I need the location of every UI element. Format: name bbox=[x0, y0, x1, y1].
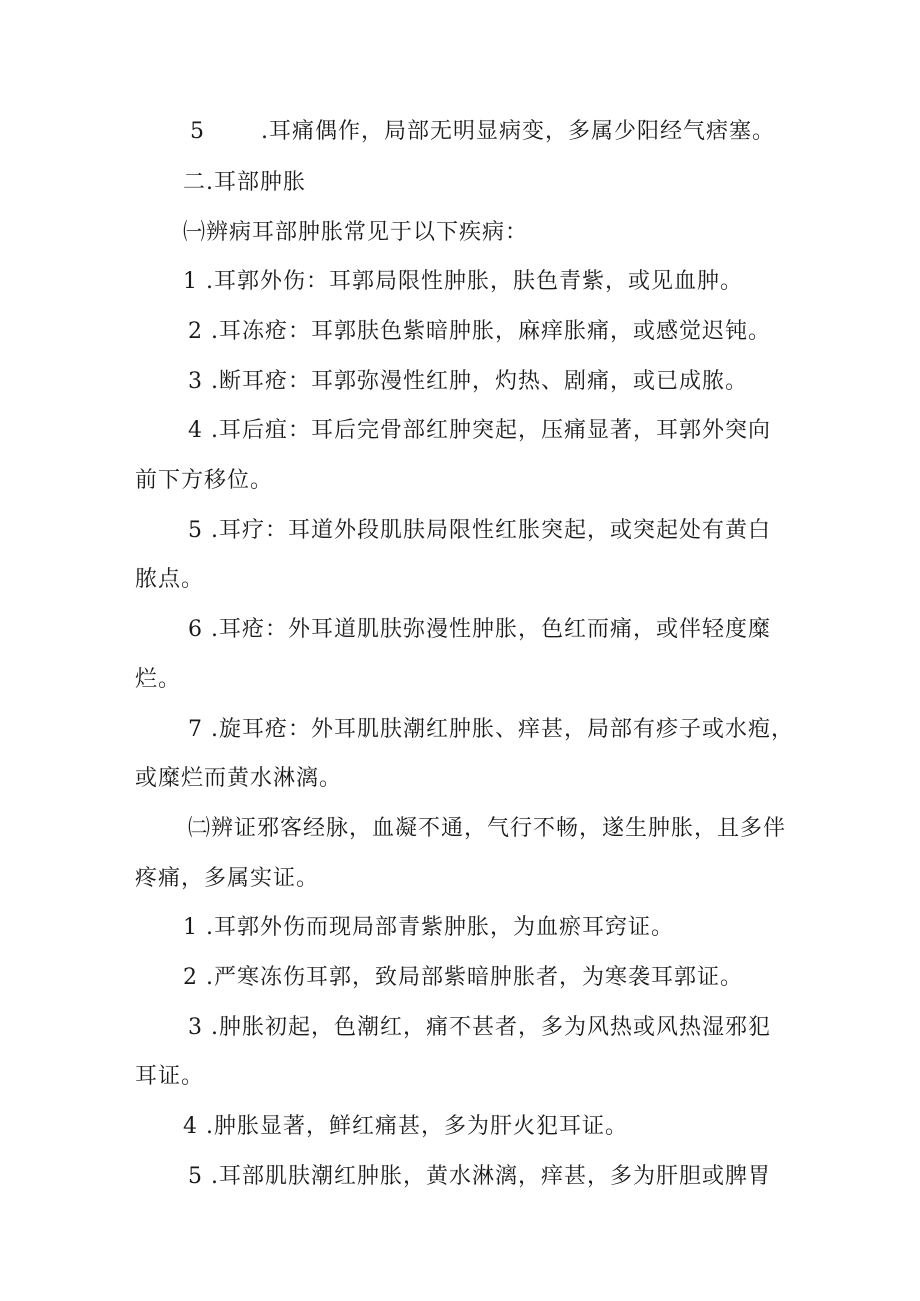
item-number: 2 bbox=[188, 319, 203, 344]
item-text: .肿胀初起，色潮红，痛不甚者，多为风热或风热湿邪犯 bbox=[211, 1015, 771, 1040]
continuation-line bbox=[135, 1063, 204, 1091]
heading-text: 二.耳部肿胀 bbox=[183, 170, 306, 195]
item-number: 5 bbox=[188, 1164, 203, 1189]
item-number: 3 bbox=[188, 369, 203, 394]
item-text: 烂。 bbox=[135, 667, 182, 692]
item-text: 前下方移位。 bbox=[135, 468, 274, 493]
subsection-heading bbox=[183, 219, 528, 247]
continuation-line bbox=[135, 765, 342, 793]
continuation-line bbox=[135, 467, 273, 495]
item-text: 耳证。 bbox=[135, 1064, 205, 1089]
item-text: .耳部肌肤潮红肿胀，黄水淋漓，痒甚，多为肝胆或脾胃 bbox=[211, 1164, 771, 1189]
list-item bbox=[188, 368, 748, 396]
item-text: 脓点。 bbox=[135, 567, 205, 592]
item-text: .耳疮：外耳道肌肤弥漫性肿胀，色红而痛，或伴轻度糜 bbox=[211, 617, 771, 642]
item-number: 5 bbox=[188, 518, 203, 543]
item-number: 1 bbox=[183, 269, 198, 294]
list-item bbox=[188, 517, 771, 545]
item-text: 疼痛，多属实证。 bbox=[135, 866, 320, 891]
item-number: 3 bbox=[188, 1015, 203, 1040]
list-item bbox=[188, 318, 771, 346]
item-text: .耳后疽：耳后完骨部红肿突起，压痛显著，耳郭外突向 bbox=[211, 418, 771, 443]
continuation-line bbox=[135, 566, 204, 594]
item-number: 4 bbox=[183, 1114, 198, 1139]
item-text: 或糜烂而黄水淋漓。 bbox=[135, 766, 343, 791]
list-item bbox=[188, 1014, 771, 1042]
continuation-line bbox=[135, 865, 319, 893]
item-text: .旋耳疮：外耳肌肤潮红肿胀、痒甚，局部有疹子或水疱， bbox=[211, 717, 794, 742]
item-number: 5 bbox=[190, 119, 205, 144]
list-item bbox=[183, 268, 743, 296]
list-item bbox=[188, 716, 794, 744]
item-text: .肿胀显著，鲜红痛甚，多为肝火犯耳证。 bbox=[206, 1114, 628, 1139]
item-number: 1 bbox=[183, 915, 198, 940]
item-text: .耳疗：耳道外段肌肤局限性红胀突起，或突起处有黄白 bbox=[211, 518, 771, 543]
list-item bbox=[183, 964, 743, 992]
list-item bbox=[183, 1113, 628, 1141]
list-item bbox=[183, 914, 674, 942]
heading-text: ㈠辨病耳部肿胀常见于以下疾病： bbox=[183, 220, 529, 245]
list-item bbox=[188, 1163, 771, 1191]
section-heading bbox=[183, 169, 306, 197]
item-text: .严寒冻伤耳郭，致局部紫暗肿胀者，为寒袭耳郭证。 bbox=[206, 965, 743, 990]
heading-text: ㈡辨证邪客经脉，血凝不通，气行不畅，遂生肿胀，且多伴 bbox=[188, 816, 787, 841]
item-number: 4 bbox=[188, 418, 203, 443]
list-item bbox=[188, 417, 771, 445]
item-text: .断耳疮：耳郭弥漫性红肿，灼热、剧痛，或已成脓。 bbox=[211, 369, 748, 394]
item-number: 6 bbox=[188, 617, 203, 642]
list-item bbox=[188, 616, 771, 644]
item-text: .耳郭外伤而现局部青紫肿胀，为血瘀耳窍证。 bbox=[206, 915, 674, 940]
continuation-line bbox=[135, 666, 181, 694]
item-text: .耳冻疮：耳郭肤色紫暗肿胀，麻痒胀痛，或感觉迟钝。 bbox=[211, 319, 771, 344]
item-number: 7 bbox=[188, 717, 203, 742]
item-text: .耳郭外伤：耳郭局限性肿胀，肤色青紫，或见血肿。 bbox=[206, 269, 743, 294]
list-item bbox=[190, 118, 775, 146]
item-number: 2 bbox=[183, 965, 198, 990]
item-text: .耳痛偶作，局部无明显病变，多属少阳经气痞塞。 bbox=[261, 119, 775, 144]
subsection-heading bbox=[188, 815, 786, 843]
